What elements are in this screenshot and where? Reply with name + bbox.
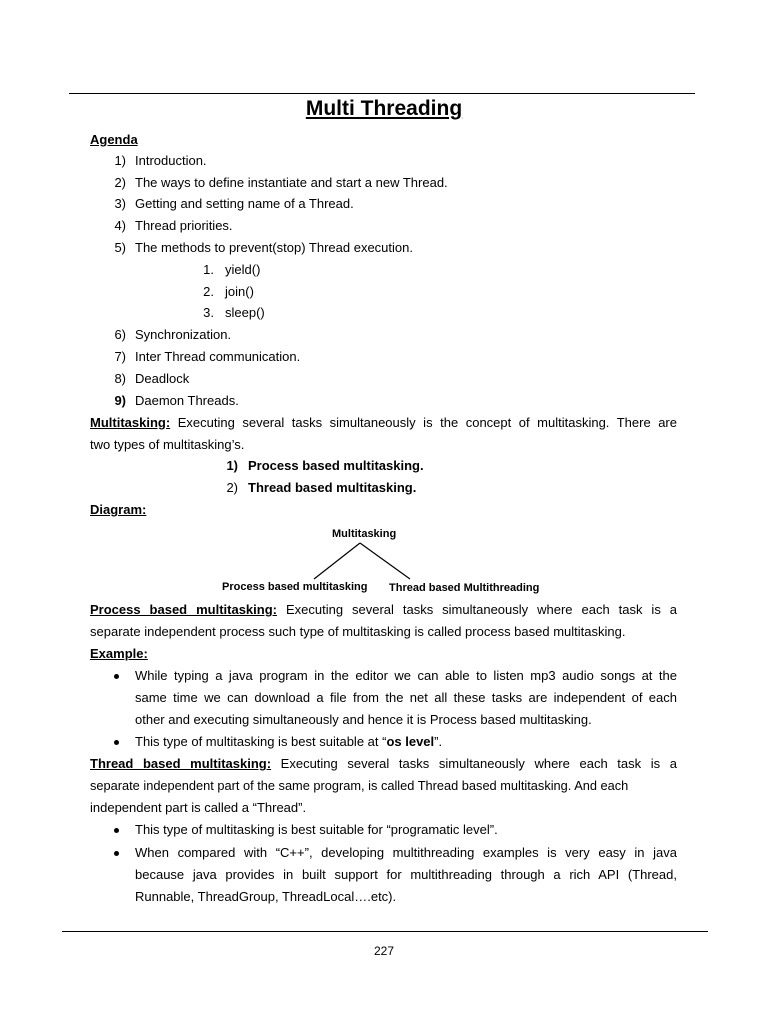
agenda-subitem-number: 1. — [203, 262, 214, 277]
process-based-text: Executing several tasks simultaneously where each task is a — [285, 602, 678, 617]
programatic-level-bullet: This type of multitasking is best suitable for “programatic level”. — [135, 822, 498, 837]
page-title: Multi Threading — [305, 97, 463, 120]
type-number: 1) — [226, 458, 238, 473]
os-level-bullet — [135, 732, 442, 752]
diagram-root: Multitasking — [332, 528, 397, 540]
diagram — [222, 524, 552, 598]
top-rule — [69, 93, 695, 94]
example-heading: Example: — [90, 646, 148, 661]
thread-based-term: Thread based multitasking: — [90, 756, 272, 771]
type-thread-based: Thread based multitasking. — [248, 480, 417, 495]
cpp-compare-text: Runnable, ThreadGroup, ThreadLocal….etc). — [135, 889, 397, 904]
process-based-definition — [90, 600, 677, 620]
agenda-subitem-number: 3. — [203, 305, 214, 320]
cpp-compare-text: When compared with “C++”, developing multithreading examples is very easy in java — [135, 845, 677, 860]
agenda-item-number: 3) — [114, 196, 126, 211]
agenda-item-number: 5) — [114, 240, 126, 255]
agenda-item: Thread priorities. — [135, 218, 233, 233]
agenda-item-number: 6) — [114, 327, 126, 342]
process-based-term: Process based multitasking: — [90, 602, 277, 617]
agenda-item-number: 2) — [114, 175, 126, 190]
multitasking-term: Multitasking: — [90, 415, 171, 430]
cpp-compare-text: because java provides in built support for multithreading through a rich API (Thread, — [135, 867, 677, 882]
example-bullet-text: other and executing simultaneously and hence it is Process based multitasking. — [135, 712, 592, 727]
agenda-heading: Agenda — [90, 132, 138, 147]
thread-based-text-cont: separate independent part of the same program, is called Thread based multitasking. And each — [90, 778, 629, 793]
multitasking-text: Executing several tasks simultaneously is the concept of multitasking. There are — [177, 415, 677, 430]
diagram-left-node: Process based multitasking — [222, 581, 368, 593]
agenda-item: The methods to prevent(stop) Thread execution. — [135, 240, 413, 255]
agenda-item-number: 7) — [114, 349, 126, 364]
page-number: 227 — [373, 944, 395, 958]
agenda-subitem: sleep() — [225, 305, 265, 320]
diagram-right-node: Thread based Multithreading — [389, 582, 540, 594]
process-based-text-cont: separate independent process such type of multitasking is called process based multitasking. — [90, 624, 626, 639]
diagram-heading: Diagram: — [90, 502, 147, 517]
agenda-item-number: 9) — [114, 393, 126, 408]
thread-based-text-cont: independent part is called a “Thread”. — [90, 800, 307, 815]
thread-based-text: Executing several tasks simultaneously where each task is a — [280, 756, 677, 771]
agenda-item-number: 8) — [114, 371, 126, 386]
agenda-subitem: yield() — [225, 262, 261, 277]
agenda-subitem-number: 2. — [203, 284, 214, 299]
os-level-suffix: ”. — [434, 734, 443, 749]
agenda-item-number: 1) — [114, 153, 126, 168]
agenda-item: Introduction. — [135, 153, 207, 168]
agenda-item: Synchronization. — [135, 327, 232, 342]
type-process-based: Process based multitasking. — [248, 458, 424, 473]
thread-based-definition — [90, 754, 677, 774]
agenda-item: The ways to define instantiate and start a new Thread. — [135, 175, 448, 190]
bullet-icon — [114, 828, 119, 833]
agenda-item: Getting and setting name of a Thread. — [135, 196, 354, 211]
agenda-item-number: 4) — [114, 218, 126, 233]
bullet-icon — [114, 674, 119, 679]
multitasking-definition — [90, 413, 677, 433]
agenda-item: Daemon Threads. — [135, 393, 239, 408]
agenda-item: Deadlock — [135, 371, 190, 386]
multitasking-text-cont: two types of multitasking’s. — [90, 437, 245, 452]
example-bullet-text: same time we can download a file from the net all these tasks are independent of each — [135, 690, 677, 705]
example-bullet-text: While typing a java program in the editor we can able to listen mp3 audio songs at the — [135, 668, 677, 683]
agenda-item: Inter Thread communication. — [135, 349, 301, 364]
bullet-icon — [114, 851, 119, 856]
os-level-emphasis: os level — [386, 734, 435, 749]
os-level-prefix: This type of multitasking is best suitable at “ — [135, 734, 387, 749]
bullet-icon — [114, 740, 119, 745]
bottom-rule — [62, 931, 708, 932]
agenda-subitem: join() — [225, 284, 254, 299]
type-number: 2) — [226, 480, 238, 495]
